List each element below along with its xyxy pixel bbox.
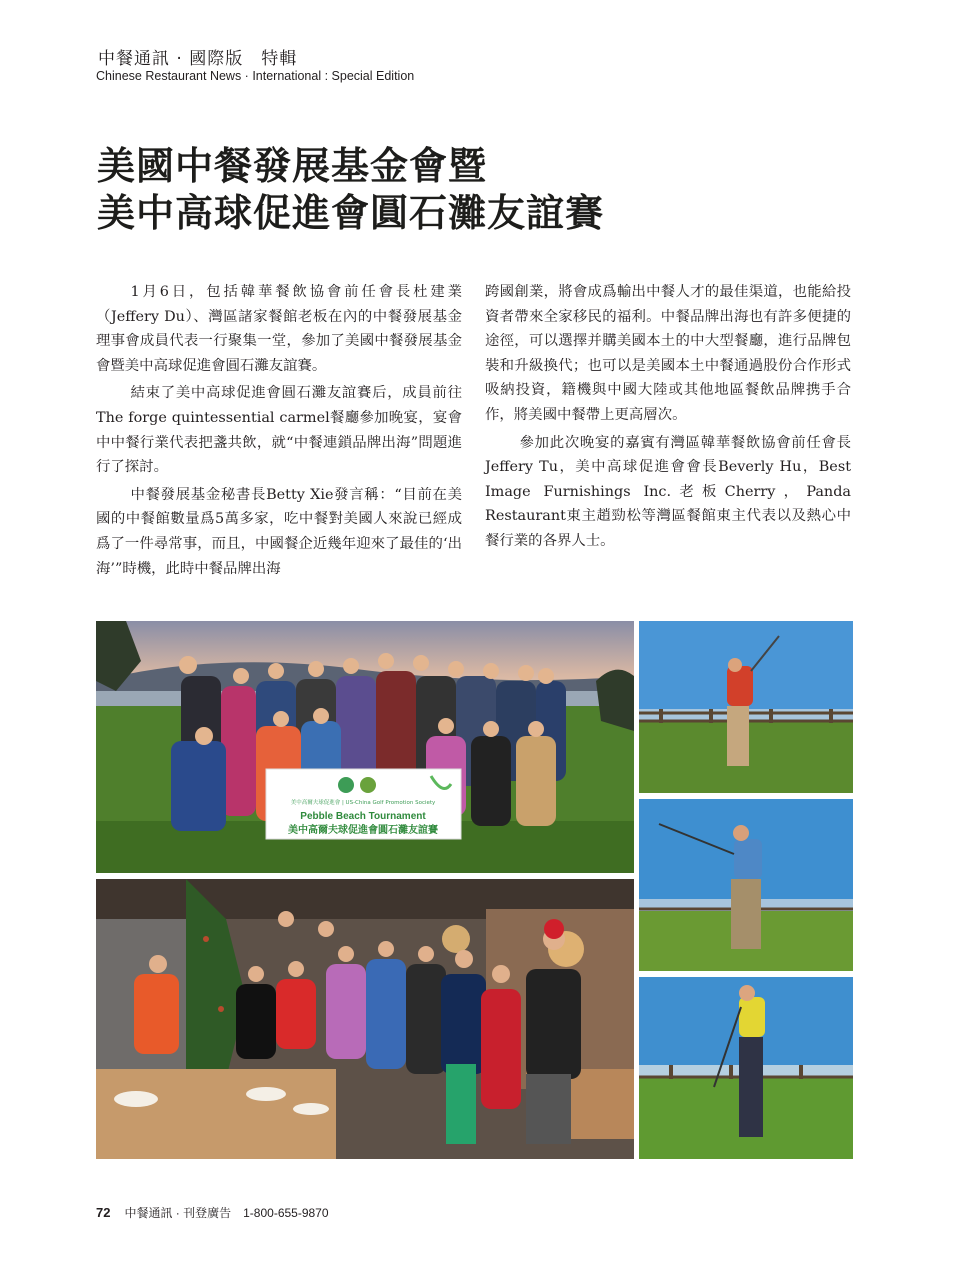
- banner-subtitle: 美中高爾夫球促進會 | US-China Golf Promotion Society: [290, 800, 436, 806]
- article-title: [97, 143, 604, 237]
- paragraph: 跨國創業，將會成爲輸出中餐人才的最佳渠道，也能給投資者帶來全家移民的福利。中餐品牌出海也有許多便捷的途徑，可以選擇并購美國本土的中大型餐廳，進行品牌包裝和升級換代；也可以是美國本土中餐通過股份合作形式吸納投資，籍機與中國大陸或其他地區餐飲品牌携手合作，將美國中餐帶上更高層次。: [485, 284, 851, 423]
- paragraph: 1月6日，包括韓華餐飲協會前任會長杜建業（Jeffery Du）、灣區諸家餐館老板在內的中餐發展基金理事會成員代表一行聚集一堂，參加了美國中餐發展基金會暨美中高球促進會圓石灘友誼賽。: [96, 284, 462, 374]
- page-footer: [96, 1204, 329, 1221]
- group-photo: [96, 621, 634, 873]
- paragraph: 結束了美中高球促進會圓石灘友誼賽后，成員前往The forge quintessential carmel餐廳參加晚宴，宴會中中餐行業代表把盞共飲，就“中餐連鎖品牌出海”問題進行了探討。: [96, 385, 462, 476]
- paragraph: 參加此次晚宴的嘉賓有灣區韓華餐飲協會前任會長Jeffery Tu，美中高球促進會會長Beverly Hu，Best Image Furnishings Inc.老板Cherry，Panda Restaurant東主趙勁松等灣區餐館東主代表以及熱心中餐行業的各界人士。: [485, 434, 851, 549]
- body-column-1: [96, 280, 462, 584]
- paragraph: 中餐發展基金秘書長Betty Xie發言稱：“目前在美國的中餐館數量爲5萬多家，吃中餐對美國人來說已經成爲了一件尋常事，而且，中國餐企近幾年迎來了最佳的‘出海’”時機，此時中餐品牌出海: [96, 486, 462, 577]
- golfer-photo-1: [639, 621, 853, 793]
- banner-title-cn: 美中高爾夫球促進會圓石灘友誼賽: [288, 825, 438, 836]
- golfer-photo-3: [639, 977, 853, 1159]
- banner-title-en: Pebble Beach Tournament: [300, 811, 426, 822]
- title-line-2: 美中高球促進會圓石灘友誼賽: [97, 191, 605, 235]
- page-number: 72: [96, 1205, 111, 1220]
- section-header-cn: 中餐通訊 · 國際版 特輯: [98, 49, 298, 69]
- body-column-2: [485, 280, 851, 557]
- footer-text: 中餐通訊 · 刊登廣告 1-800-655-9870: [124, 1206, 329, 1220]
- section-header-en: Chinese Restaurant News · International : Special Edition: [96, 69, 415, 83]
- golfer-photo-2: [639, 799, 853, 971]
- title-line-1: 美國中餐發展基金會暨: [97, 144, 488, 188]
- dinner-photo: [96, 879, 634, 1159]
